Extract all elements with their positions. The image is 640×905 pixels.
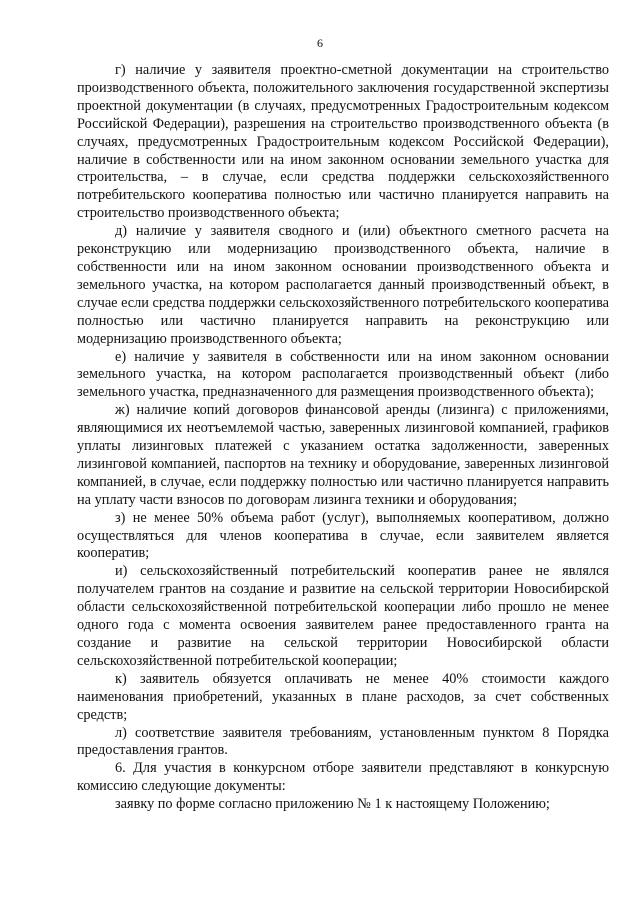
paragraph-g: г) наличие у заявителя проектно-сметной документации на строительство производственного объекта, положительного заключения государственной экспертизы проектной документации (в случаях, предусмотренных Градостроительным кодексом Российской Федерации), разрешения на строительство производственного объекта (в случаях, предусмотренных Градостроительным кодексом Российской Федерации), наличие в собственности или на ином законном основании земельного участка для строительства, – в случае, если средства поддержки сельскохозяйственного потребительского кооператива полностью или частично планируется направить на строительство производственного объекта; [77,62,609,222]
paragraph-z: з) не менее 50% объема работ (услуг), выполняемых кооперативом, должно осуществляться для членов кооператива в случае, если заявителем является кооператив; [77,509,609,562]
paragraph-k: к) заявитель обязуется оплачивать не менее 40% стоимости каждого наименования приобретений, указанных в плане расходов, за счет собственных средств; [77,670,609,723]
paragraph-e: е) наличие у заявителя в собственности или на ином законном основании земельного участка, на котором располагается производственный объект (либо земельного участка, предназначенного для размещения производственного объекта); [77,348,609,401]
paragraph-i: и) сельскохозяйственный потребительский кооператив ранее не являлся получателем грантов на создание и развитие на сельской территории Новосибирской области сельскохозяйственной потребительской кооперации либо прошло не менее одного года с момента освоения заявителем ранее предоставленного гранта на создание и развитие на сельской территории Новосибирской области сельскохозяйственной потребительской кооперации; [77,563,609,669]
paragraph-6: 6. Для участия в конкурсном отборе заявители представляют в конкурсную комиссию следующие документы: [77,760,609,795]
document-body [77,62,609,814]
paragraph-l: л) соответствие заявителя требованиям, установленным пунктом 8 Порядка предоставления грантов. [77,724,609,759]
paragraph-zh: ж) наличие копий договоров финансовой аренды (лизинга) с приложениями, являющимися их неотъемлемой частью, заверенных лизинговой компанией, графиков уплаты лизинговых платежей с указанием остатка задолженности, заверенных лизинговой компанией, паспортов на технику и оборудование, заверенных лизинговой компанией, в случае, если поддержку полностью или частично планируется направить на уплату части взносов по договорам лизинга техники и оборудования; [77,402,609,508]
paragraph-d: д) наличие у заявителя сводного и (или) объектного сметного расчета на реконструкцию или модернизацию производственного объекта, наличие в собственности или на ином законном основании производственного объекта и земельного участка, на котором располагается данный производственный объект, в случае если средства поддержки сельскохозяйственного потребительского кооператива полностью или частично планируется направить на реконструкцию или модернизацию производственного объекта; [77,223,609,347]
page-number: 6 [317,36,323,50]
paragraph-application: заявку по форме согласно приложению № 1 к настоящему Положению; [115,796,550,813]
